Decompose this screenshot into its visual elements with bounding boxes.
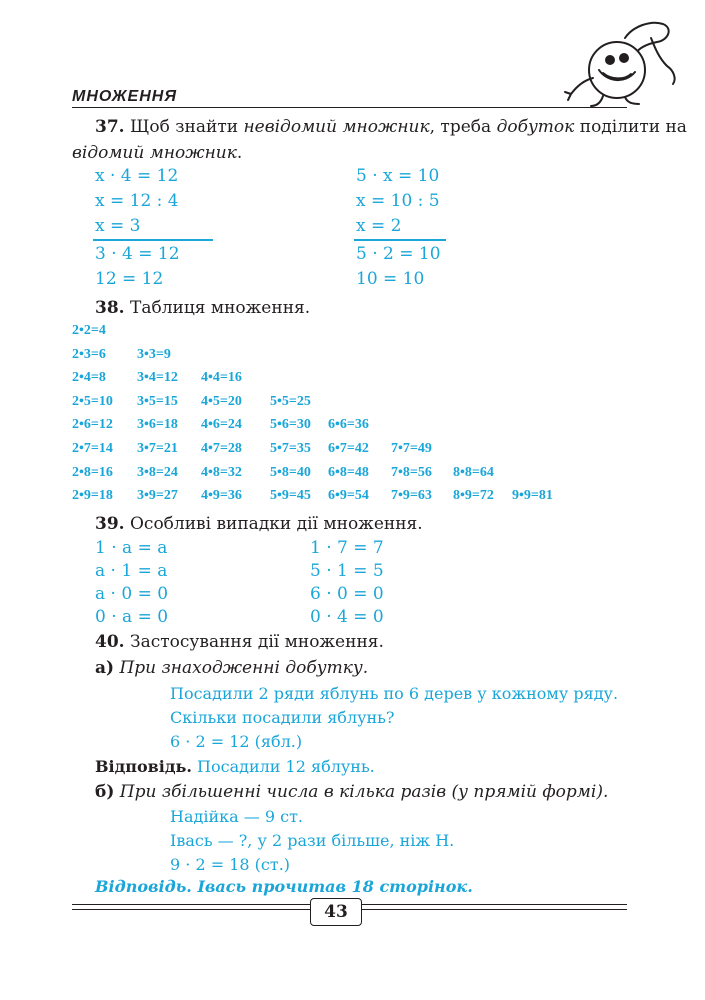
table-cell: 3•6=18 (137, 417, 178, 433)
s37-left-line-2: x = 12 : 4 (95, 191, 179, 211)
s40-b-line-3: 9 · 2 = 18 (ст.) (170, 855, 291, 874)
s40-a-heading (95, 658, 368, 678)
s40-a-line-2: Скільки посадили яблунь? (170, 708, 395, 727)
s40-a-line-3: 6 · 2 = 12 (ябл.) (170, 732, 303, 751)
table-cell: 2•7=14 (72, 441, 113, 456)
table-cell: 4•7=28 (201, 441, 242, 456)
s40-a-title: При знаходженні добутку. (114, 658, 369, 678)
s39-heading (95, 514, 423, 534)
s37-text-3: поділити на (574, 117, 687, 137)
s37-right-line-5: 10 = 10 (356, 269, 425, 289)
s40-b-answer: Відповідь. Івась прочитав 18 сторінок. (95, 877, 473, 896)
s38-title: Таблиця множення. (124, 298, 311, 318)
table-cell: 3•5=15 (137, 393, 178, 409)
table-cell: 4•9=36 (201, 488, 242, 504)
s40-b-line-2: Івась — ?, у 2 рази більше, ніж Н. (170, 831, 455, 850)
s37-term-unknown-factor: невідомий множник (243, 117, 430, 137)
s39-right-line-4: 0 · 4 = 0 (310, 607, 384, 627)
s37-left-line-4: 3 · 4 = 12 (95, 244, 180, 264)
running-header: МНОЖЕННЯ (72, 88, 177, 105)
table-cell: 2•5=10 (72, 393, 113, 409)
table-cell: 2•9=18 (72, 488, 113, 504)
s40-title: Застосування дії множення. (124, 632, 384, 652)
s40-a-line-1: Посадили 2 ряди яблунь по 6 дерев у кожному ряду. (170, 684, 619, 703)
table-cell: 4•4=16 (201, 370, 242, 386)
table-cell: 6•7=42 (328, 441, 369, 456)
table-cell: 2•3=6 (72, 346, 106, 362)
s37-term-product: добуток (496, 117, 575, 137)
table-cell: 2•2=4 (72, 323, 106, 338)
table-cell: 4•8=32 (201, 464, 242, 480)
s39-number: 39. (95, 514, 125, 534)
s37-left-divider (93, 239, 213, 241)
table-cell: 5•7=35 (270, 441, 311, 456)
s37-right-divider (354, 239, 446, 241)
s37-right-line-2: x = 10 : 5 (356, 191, 440, 211)
table-cell: 6•9=54 (328, 488, 369, 504)
s39-right-line-2: 5 · 1 = 5 (310, 561, 384, 581)
table-cell: 4•5=20 (201, 393, 242, 409)
table-cell: 9•9=81 (512, 488, 553, 504)
s39-left-line-2: a · 1 = a (95, 561, 168, 581)
s40-a-label: а) (95, 658, 115, 678)
s37-right-line-3: x = 2 (356, 216, 402, 236)
s38-number: 38. (95, 298, 125, 318)
table-cell: 7•9=63 (391, 488, 432, 504)
cartoon-ball-character-icon (555, 8, 685, 108)
s40-number: 40. (95, 632, 125, 652)
table-cell: 2•6=12 (72, 417, 113, 433)
s39-left-line-4: 0 · a = 0 (95, 607, 169, 627)
table-cell: 3•8=24 (137, 464, 178, 480)
table-cell: 3•4=12 (137, 370, 178, 386)
s39-left-line-3: a · 0 = 0 (95, 584, 169, 604)
s37-number: 37. (95, 117, 125, 137)
s40-b-heading (95, 782, 608, 802)
s37-right-line-4: 5 · 2 = 10 (356, 244, 441, 264)
table-cell: 5•6=30 (270, 417, 311, 433)
table-cell: 4•6=24 (201, 417, 242, 433)
table-cell: 7•8=56 (391, 464, 432, 480)
s40-a-answer (95, 757, 375, 776)
s37-left-line-5: 12 = 12 (95, 269, 164, 289)
s39-right-line-1: 1 · 7 = 7 (310, 538, 384, 558)
table-cell: 7•7=49 (391, 441, 432, 456)
table-cell: 6•8=48 (328, 464, 369, 480)
s40-b-title: При збільшенні числа в кілька разів (у прямій формі). (114, 782, 609, 802)
s38-heading (95, 298, 310, 318)
table-cell: 3•7=21 (137, 441, 178, 456)
s40-b-line-1: Надійка — 9 ст. (170, 807, 303, 826)
s37-paragraph-line2 (72, 143, 242, 163)
s40-b-label: б) (95, 782, 115, 802)
s40-a-answer-text: Посадили 12 яблунь. (191, 757, 375, 776)
s37-text-1: Щоб знайти (124, 117, 244, 137)
table-cell: 6•6=36 (328, 417, 369, 433)
table-cell: 3•3=9 (137, 346, 171, 362)
s39-title: Особливі випадки дії множення. (124, 514, 423, 534)
s37-left-line-3: x = 3 (95, 216, 141, 236)
table-cell: 8•9=72 (453, 488, 494, 504)
s37-right-line-1: 5 · x = 10 (356, 166, 440, 186)
s39-right-line-3: 6 · 0 = 0 (310, 584, 384, 604)
table-cell: 5•9=45 (270, 488, 311, 504)
header-rule (72, 107, 627, 108)
s40-a-answer-label: Відповідь. (95, 757, 192, 776)
s37-left-line-1: x · 4 = 12 (95, 166, 179, 186)
table-cell: 8•8=64 (453, 464, 494, 480)
s37-text-2: , треба (429, 117, 497, 137)
s40-heading (95, 632, 384, 652)
s39-left-line-1: 1 · a = a (95, 538, 168, 558)
table-cell: 5•5=25 (270, 393, 311, 409)
table-cell: 2•8=16 (72, 464, 113, 480)
table-cell: 5•8=40 (270, 464, 311, 480)
s37-text-4: . (236, 143, 243, 163)
table-cell: 3•9=27 (137, 488, 178, 504)
page-number: 43 (310, 898, 362, 926)
s37-term-known-factor: відомий множник (72, 143, 237, 163)
table-cell: 2•4=8 (72, 370, 106, 386)
s37-paragraph (95, 117, 687, 137)
